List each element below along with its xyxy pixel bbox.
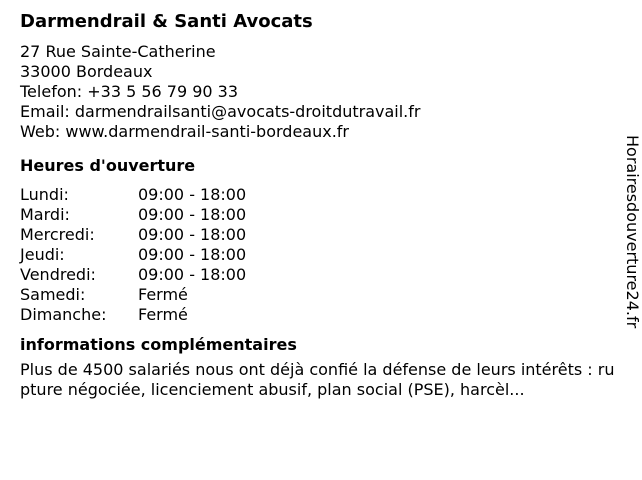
day-label: Dimanche: [20, 305, 107, 324]
day-label: Jeudi: [20, 245, 65, 264]
time-value: Fermé [138, 305, 188, 324]
day-label: Mercredi: [20, 225, 95, 244]
additional-info-heading: informations complémentaires [20, 335, 297, 354]
time-value: 09:00 - 18:00 [138, 205, 247, 224]
day-label: Vendredi: [20, 265, 96, 284]
opening-hours-heading: Heures d'ouverture [20, 156, 196, 175]
email-address: Email: darmendrailsanti@avocats-droitdutravail.fr [20, 102, 421, 121]
time-value: Fermé [138, 285, 188, 304]
opening-hours-table [20, 185, 620, 325]
day-label: Lundi: [20, 185, 69, 204]
site-watermark: Horairesdouverture24.fr [623, 135, 642, 329]
phone-number: Telefon: +33 5 56 79 90 33 [20, 82, 239, 101]
time-value: 09:00 - 18:00 [138, 185, 247, 204]
business-name: Darmendrail & Santi Avocats [20, 11, 313, 32]
hours-row-jeudi [20, 245, 620, 265]
hours-row-vendredi [20, 265, 620, 285]
day-label: Samedi: [20, 285, 86, 304]
additional-info-text: Plus de 4500 salariés nous ont déjà confié la défense de leurs intérêts : rupture négociée, licenciement abusif, plan social (PSE), harcèl... [20, 360, 615, 399]
hours-row-mercredi [20, 225, 620, 245]
hours-row-lundi [20, 185, 620, 205]
hours-row-dimanche [20, 305, 620, 325]
time-value: 09:00 - 18:00 [138, 245, 247, 264]
website: Web: www.darmendrail-santi-bordeaux.fr [20, 122, 349, 141]
address-line-1: 27 Rue Sainte-Catherine [20, 42, 216, 61]
hours-row-mardi [20, 205, 620, 225]
time-value: 09:00 - 18:00 [138, 265, 247, 284]
address-line-2: 33000 Bordeaux [20, 62, 153, 81]
hours-row-samedi [20, 285, 620, 305]
time-value: 09:00 - 18:00 [138, 225, 247, 244]
day-label: Mardi: [20, 205, 70, 224]
business-card [20, 10, 620, 400]
